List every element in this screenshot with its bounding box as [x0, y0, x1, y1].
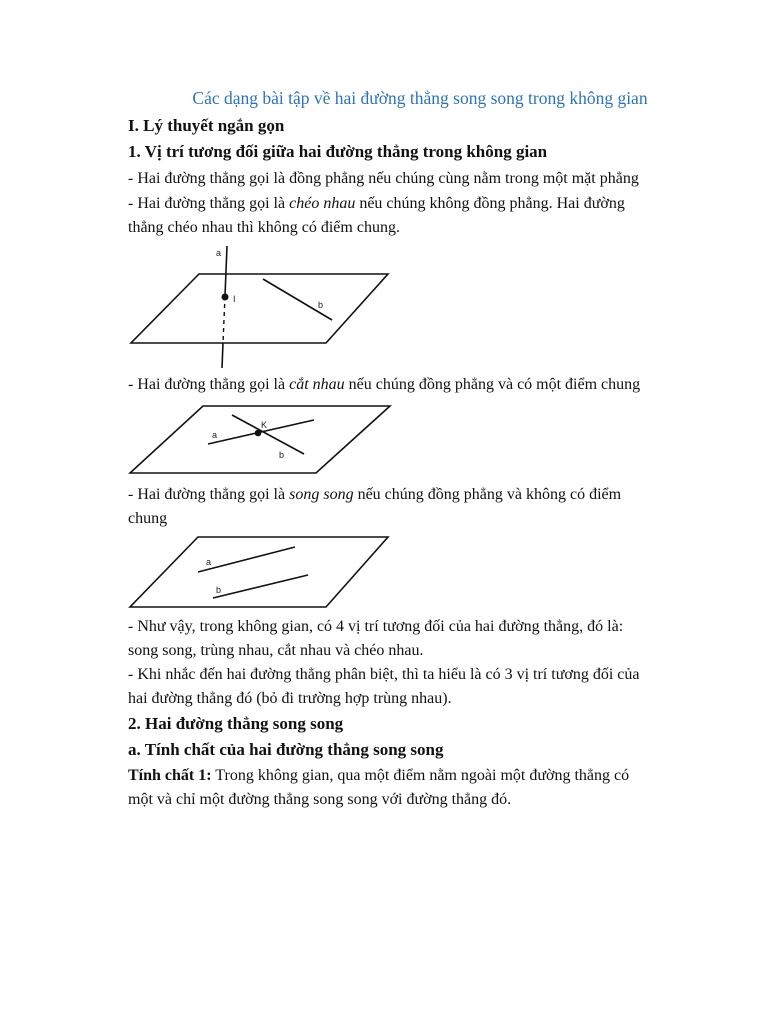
label-a-fig2: a: [212, 430, 218, 440]
line-a-fig3: [198, 547, 295, 572]
line-a-below-fig1: [222, 343, 223, 368]
paragraph-intersecting: - Hai đường thẳng gọi là cắt nhau nếu chúng đồng phẳng và có một điểm chung: [128, 376, 641, 393]
paragraph-skew-line2: thẳng chéo nhau thì không có điểm chung.: [128, 219, 400, 236]
document-title: Các dạng bài tập về hai đường thẳng song song trong không gian: [192, 88, 648, 108]
label-b-fig1: b: [318, 300, 324, 310]
line-b-fig2: [232, 415, 304, 454]
plane-2: [130, 406, 390, 473]
subheading-properties: a. Tính chất của hai đường thẳng song song: [128, 740, 444, 759]
paragraph-coplanar: - Hai đường thẳng gọi là đồng phẳng nếu chúng cùng nằm trong một mặt phẳng: [128, 170, 639, 187]
paragraph-distinct-line1: - Khi nhắc đến hai đường thẳng phân biệt, thì ta hiểu là có 3 vị trí tương đối của: [128, 666, 640, 683]
label-i-fig1: I: [233, 294, 236, 304]
section-heading-theory: I. Lý thuyết ngắn gọn: [128, 116, 285, 135]
label-b-fig3: b: [216, 585, 222, 595]
label-a-fig1: a: [216, 248, 222, 258]
line-b-fig3: [213, 575, 308, 598]
paragraph-summary-line2: song song, trùng nhau, cắt nhau và chéo nhau.: [128, 642, 424, 659]
point-i-fig1: [222, 294, 229, 301]
plane-3: [130, 537, 388, 607]
figure-intersecting-lines: [128, 402, 393, 478]
paragraph-skew-line1: - Hai đường thẳng gọi là chéo nhau nếu chúng không đồng phẳng. Hai đường: [128, 195, 625, 212]
label-b-fig2: b: [279, 450, 285, 460]
paragraph-property1-line2: một và chỉ một đường thẳng song song với đường thẳng đó.: [128, 791, 512, 808]
line-a-fig1: [225, 246, 227, 296]
point-k-fig2: [255, 430, 262, 437]
paragraph-property1-line1: Tính chất 1: Trong không gian, qua một điểm nằm ngoài một đường thẳng có: [128, 767, 630, 784]
label-k-fig2: K: [261, 420, 268, 430]
paragraph-parallel-line1: - Hai đường thẳng gọi là song song nếu chúng đồng phẳng và không có điểm: [128, 486, 622, 503]
line-a-hidden-fig1: [223, 296, 225, 343]
plane-1: [131, 274, 388, 343]
label-a-fig3: a: [206, 557, 212, 567]
paragraph-summary-line1: - Như vậy, trong không gian, có 4 vị trí tương đối của hai đường thẳng, đó là:: [128, 618, 624, 635]
subheading-relative-positions: 1. Vị trí tương đối giữa hai đường thẳng trong không gian: [128, 142, 548, 161]
figure-parallel-lines: [128, 533, 393, 613]
subheading-parallel-lines: 2. Hai đường thẳng song song: [128, 714, 344, 733]
paragraph-distinct-line2: hai đường thẳng đó (bỏ đi trường hợp trùng nhau).: [128, 690, 452, 707]
figure-skew-lines: [128, 244, 393, 372]
paragraph-parallel-line2: chung: [128, 510, 168, 527]
